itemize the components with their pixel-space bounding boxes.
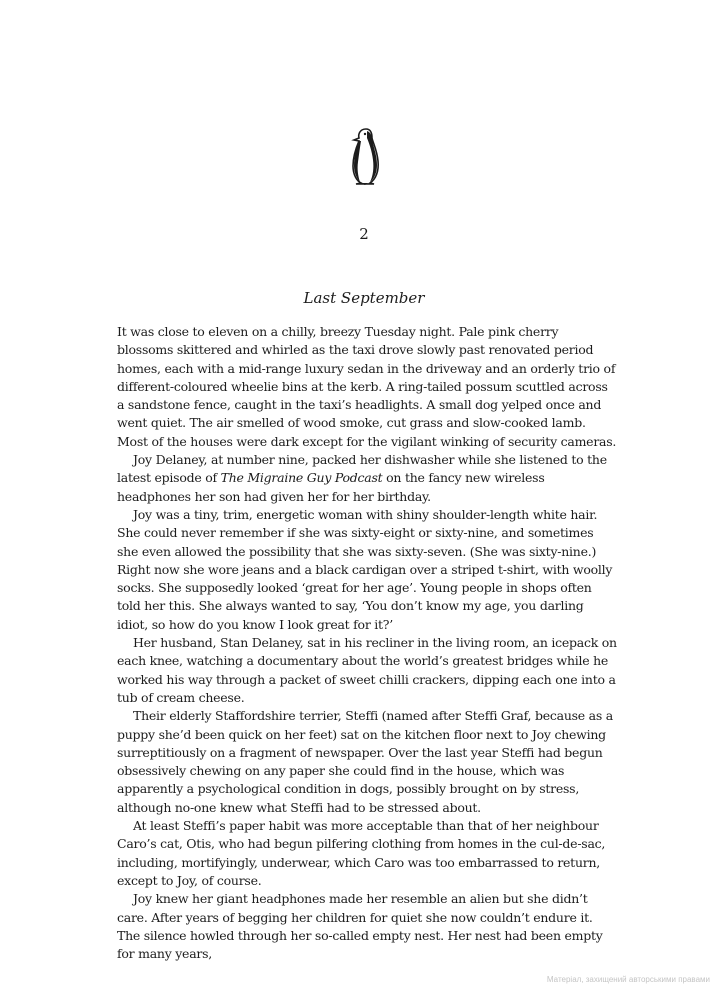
paragraph: Joy Delaney, at number nine, packed her dishwasher while she listened to the latest episode of The Migraine Guy Podcast on the fancy new wireless headphones her son had given her for her birthday. <box>117 452 607 504</box>
chapter-body <box>117 323 617 963</box>
paragraph: Their elderly Staffordshire terrier, Steffi (named after Steffi Graf, because as a puppy she’d been quick on her feet) sat on the kitchen floor next to Joy chewing surreptitiously on a fragment of newspaper. Over the last year Steffi had begun obsessively chewing on any paper she could find in the house, which was apparently a psychological condition in dogs, possibly brought on by stress, although no-one knew what Steffi had to be stressed about. <box>117 708 613 815</box>
chapter-number: 2 <box>359 225 369 243</box>
paragraph: At least Steffi’s paper habit was more acceptable than that of her neighbour Caro’s cat, Otis, who had begun pilfering clothing from homes in the cul-de-sac, including, mortifyingly, underwear, which Caro was too embarrassed to return, except to Joy, of course. <box>117 818 606 888</box>
paragraph: It was close to eleven on a chilly, breezy Tuesday night. Pale pink cherry blossoms skittered and whirled as the taxi drove slowly past renovated period homes, each with a mid-range luxury sedan in the driveway and an orderly trio of different-coloured wheelie bins at the kerb. A ring-tailed possum scuttled across a sandstone fence, caught in the taxi’s headlights. A small dog yelped once and went quiet. The air smelled of wood smoke, cut grass and slow-cooked lamb. Most of the houses were dark except for the vigilant winking of security cameras. <box>117 324 617 449</box>
penguin-icon <box>348 126 382 186</box>
paragraph: Her husband, Stan Delaney, sat in his recliner in the living room, an icepack on each knee, watching a documentary about the world’s greatest bridges while he worked his way through a packet of sweet chilli crackers, dipping each one into a tub of cream cheese. <box>117 635 617 705</box>
copyright-watermark: Матеріал, захищений авторськими правами <box>546 975 710 984</box>
paragraph: Joy knew her giant headphones made her resemble an alien but she didn’t care. After years of begging her children for quiet she now couldn’t endure it. The silence howled through her so-called empty nest. Her nest had been empty for many years, <box>117 891 603 962</box>
podcast-title: The Migraine Guy Podcast <box>220 470 383 486</box>
chapter-title: Last September <box>303 289 425 307</box>
paragraph: Joy was a tiny, trim, energetic woman with shiny shoulder-length white hair. She could never remember if she was sixty-eight or sixty-nine, and sometimes she even allowed the possibility that she was sixty-seven. (She was sixty-nine.) Right now she wore jeans and a black cardigan over a striped t-shirt, with woolly socks. She supposedly looked ‘great for her age’. Young people in shops often told her this. She always wanted to say, ‘You don’t know my age, you darling idiot, so how do you know I look great for it?’ <box>117 506 613 632</box>
